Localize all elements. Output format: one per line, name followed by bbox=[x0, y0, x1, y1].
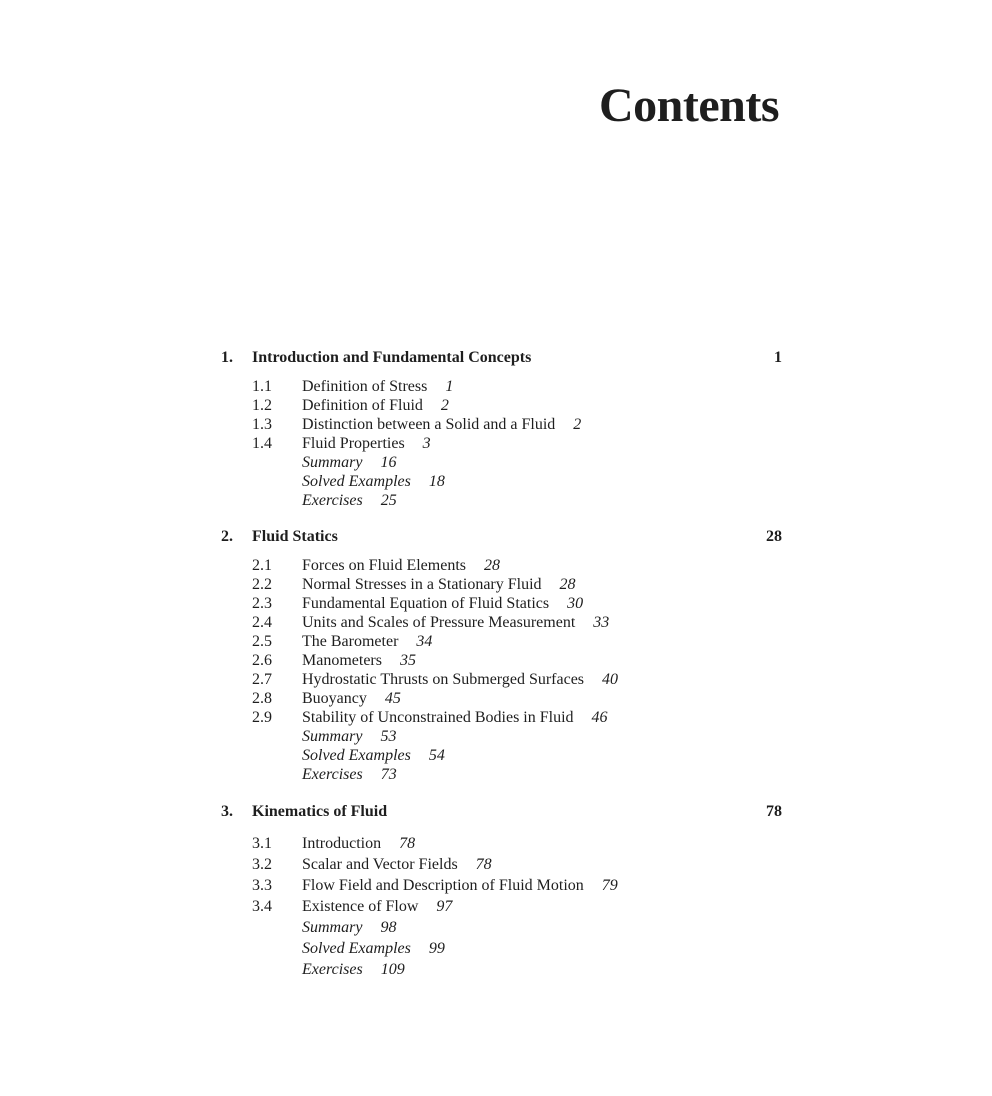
section-page-number: 35 bbox=[399, 652, 416, 669]
section-number: 2.2 bbox=[252, 576, 272, 593]
exercises-page-number: 73 bbox=[380, 766, 397, 783]
section-entry bbox=[221, 434, 782, 453]
section-number: 3.1 bbox=[252, 835, 272, 852]
chapter-heading bbox=[221, 802, 782, 821]
chapter-3 bbox=[221, 802, 782, 980]
solved-examples-label: Solved Examples bbox=[302, 473, 411, 490]
exercises-page-number: 109 bbox=[380, 961, 405, 978]
section-entry bbox=[221, 377, 782, 396]
summary-label: Summary bbox=[302, 454, 363, 471]
exercises-page-number: 25 bbox=[380, 492, 397, 509]
section-page-number: 1 bbox=[445, 378, 454, 395]
solved-examples-entry bbox=[221, 746, 782, 765]
exercises-label: Exercises bbox=[302, 961, 363, 978]
chapter-heading bbox=[221, 348, 782, 367]
chapter-page-number: 78 bbox=[766, 803, 782, 820]
section-number: 1.4 bbox=[252, 435, 272, 452]
section-title: Flow Field and Description of Fluid Motion bbox=[302, 877, 584, 894]
section-title: Manometers bbox=[302, 652, 382, 669]
section-number: 2.6 bbox=[252, 652, 272, 669]
summary-label: Summary bbox=[302, 728, 363, 745]
solved-examples-label: Solved Examples bbox=[302, 940, 411, 957]
section-title: Fluid Properties bbox=[302, 435, 405, 452]
section-entry bbox=[221, 613, 782, 632]
solved-examples-label: Solved Examples bbox=[302, 747, 411, 764]
section-page-number: 33 bbox=[593, 614, 610, 631]
section-entry bbox=[221, 575, 782, 594]
chapter-2 bbox=[221, 527, 782, 784]
section-number: 2.9 bbox=[252, 709, 272, 726]
section-page-number: 40 bbox=[602, 671, 619, 688]
section-page-number: 34 bbox=[416, 633, 433, 650]
chapter-title: Fluid Statics bbox=[252, 528, 338, 545]
section-page-number: 78 bbox=[475, 856, 492, 873]
chapter-number: 2. bbox=[221, 528, 233, 545]
section-title: Hydrostatic Thrusts on Submerged Surfaces bbox=[302, 671, 585, 688]
section-number: 1.2 bbox=[252, 397, 272, 414]
section-title: Definition of Stress bbox=[302, 378, 428, 395]
section-entry bbox=[221, 896, 782, 917]
solved-examples-entry bbox=[221, 938, 782, 959]
section-number: 2.7 bbox=[252, 671, 272, 688]
chapter-number: 1. bbox=[221, 349, 233, 366]
section-title: Distinction between a Solid and a Fluid bbox=[302, 416, 556, 433]
chapter-page-number: 1 bbox=[774, 349, 782, 366]
section-page-number: 2 bbox=[573, 416, 582, 433]
section-number: 2.3 bbox=[252, 595, 272, 612]
solved-examples-page-number: 18 bbox=[428, 473, 445, 490]
section-page-number: 78 bbox=[399, 835, 416, 852]
section-number: 2.8 bbox=[252, 690, 272, 707]
summary-page-number: 98 bbox=[380, 919, 397, 936]
section-title: Stability of Unconstrained Bodies in Fluid bbox=[302, 709, 574, 726]
section-list bbox=[221, 556, 782, 784]
chapter-1 bbox=[221, 348, 782, 510]
section-number: 3.3 bbox=[252, 877, 272, 894]
section-entry bbox=[221, 854, 782, 875]
section-title: Definition of Fluid bbox=[302, 397, 423, 414]
chapter-heading bbox=[221, 527, 782, 546]
summary-page-number: 53 bbox=[380, 728, 397, 745]
chapter-title: Introduction and Fundamental Concepts bbox=[252, 349, 532, 366]
section-number: 3.2 bbox=[252, 856, 272, 873]
section-page-number: 46 bbox=[591, 709, 608, 726]
section-page-number: 79 bbox=[601, 877, 618, 894]
solved-examples-page-number: 54 bbox=[428, 747, 445, 764]
section-page-number: 3 bbox=[422, 435, 431, 452]
section-title: Fundamental Equation of Fluid Statics bbox=[302, 595, 550, 612]
section-title: The Barometer bbox=[302, 633, 399, 650]
section-entry bbox=[221, 396, 782, 415]
exercises-label: Exercises bbox=[302, 492, 363, 509]
chapter-page-number: 28 bbox=[766, 528, 782, 545]
section-number: 2.1 bbox=[252, 557, 272, 574]
section-entry bbox=[221, 875, 782, 896]
section-number: 1.3 bbox=[252, 416, 272, 433]
section-list bbox=[221, 377, 782, 510]
section-title: Scalar and Vector Fields bbox=[302, 856, 458, 873]
page-title: Contents bbox=[598, 79, 779, 132]
section-title: Units and Scales of Pressure Measurement bbox=[302, 614, 576, 631]
section-title: Existence of Flow bbox=[302, 898, 419, 915]
section-page-number: 28 bbox=[483, 557, 500, 574]
section-page-number: 28 bbox=[559, 576, 576, 593]
solved-examples-page-number: 99 bbox=[428, 940, 445, 957]
section-entry bbox=[221, 415, 782, 434]
section-title: Forces on Fluid Elements bbox=[302, 557, 466, 574]
section-page-number: 97 bbox=[436, 898, 453, 915]
section-number: 2.5 bbox=[252, 633, 272, 650]
section-number: 3.4 bbox=[252, 898, 272, 915]
section-entry bbox=[221, 708, 782, 727]
section-entry bbox=[221, 833, 782, 854]
chapter-number: 3. bbox=[221, 803, 233, 820]
summary-label: Summary bbox=[302, 919, 363, 936]
chapter-title: Kinematics of Fluid bbox=[252, 803, 388, 820]
section-page-number: 45 bbox=[384, 690, 401, 707]
summary-entry bbox=[221, 453, 782, 472]
section-entry bbox=[221, 556, 782, 575]
section-page-number: 30 bbox=[567, 595, 584, 612]
section-title: Normal Stresses in a Stationary Fluid bbox=[302, 576, 542, 593]
section-title: Buoyancy bbox=[302, 690, 367, 707]
exercises-label: Exercises bbox=[302, 766, 363, 783]
exercises-entry bbox=[221, 765, 782, 784]
summary-entry bbox=[221, 917, 782, 938]
section-number: 1.1 bbox=[252, 378, 272, 395]
section-number: 2.4 bbox=[252, 614, 272, 631]
solved-examples-entry bbox=[221, 472, 782, 491]
section-entry bbox=[221, 670, 782, 689]
exercises-entry bbox=[221, 959, 782, 980]
section-entry bbox=[221, 594, 782, 613]
section-title: Introduction bbox=[302, 835, 382, 852]
summary-entry bbox=[221, 727, 782, 746]
summary-page-number: 16 bbox=[380, 454, 397, 471]
section-entry bbox=[221, 632, 782, 651]
section-entry bbox=[221, 651, 782, 670]
section-entry bbox=[221, 689, 782, 708]
exercises-entry bbox=[221, 491, 782, 510]
section-page-number: 2 bbox=[440, 397, 449, 414]
section-list bbox=[221, 833, 782, 980]
